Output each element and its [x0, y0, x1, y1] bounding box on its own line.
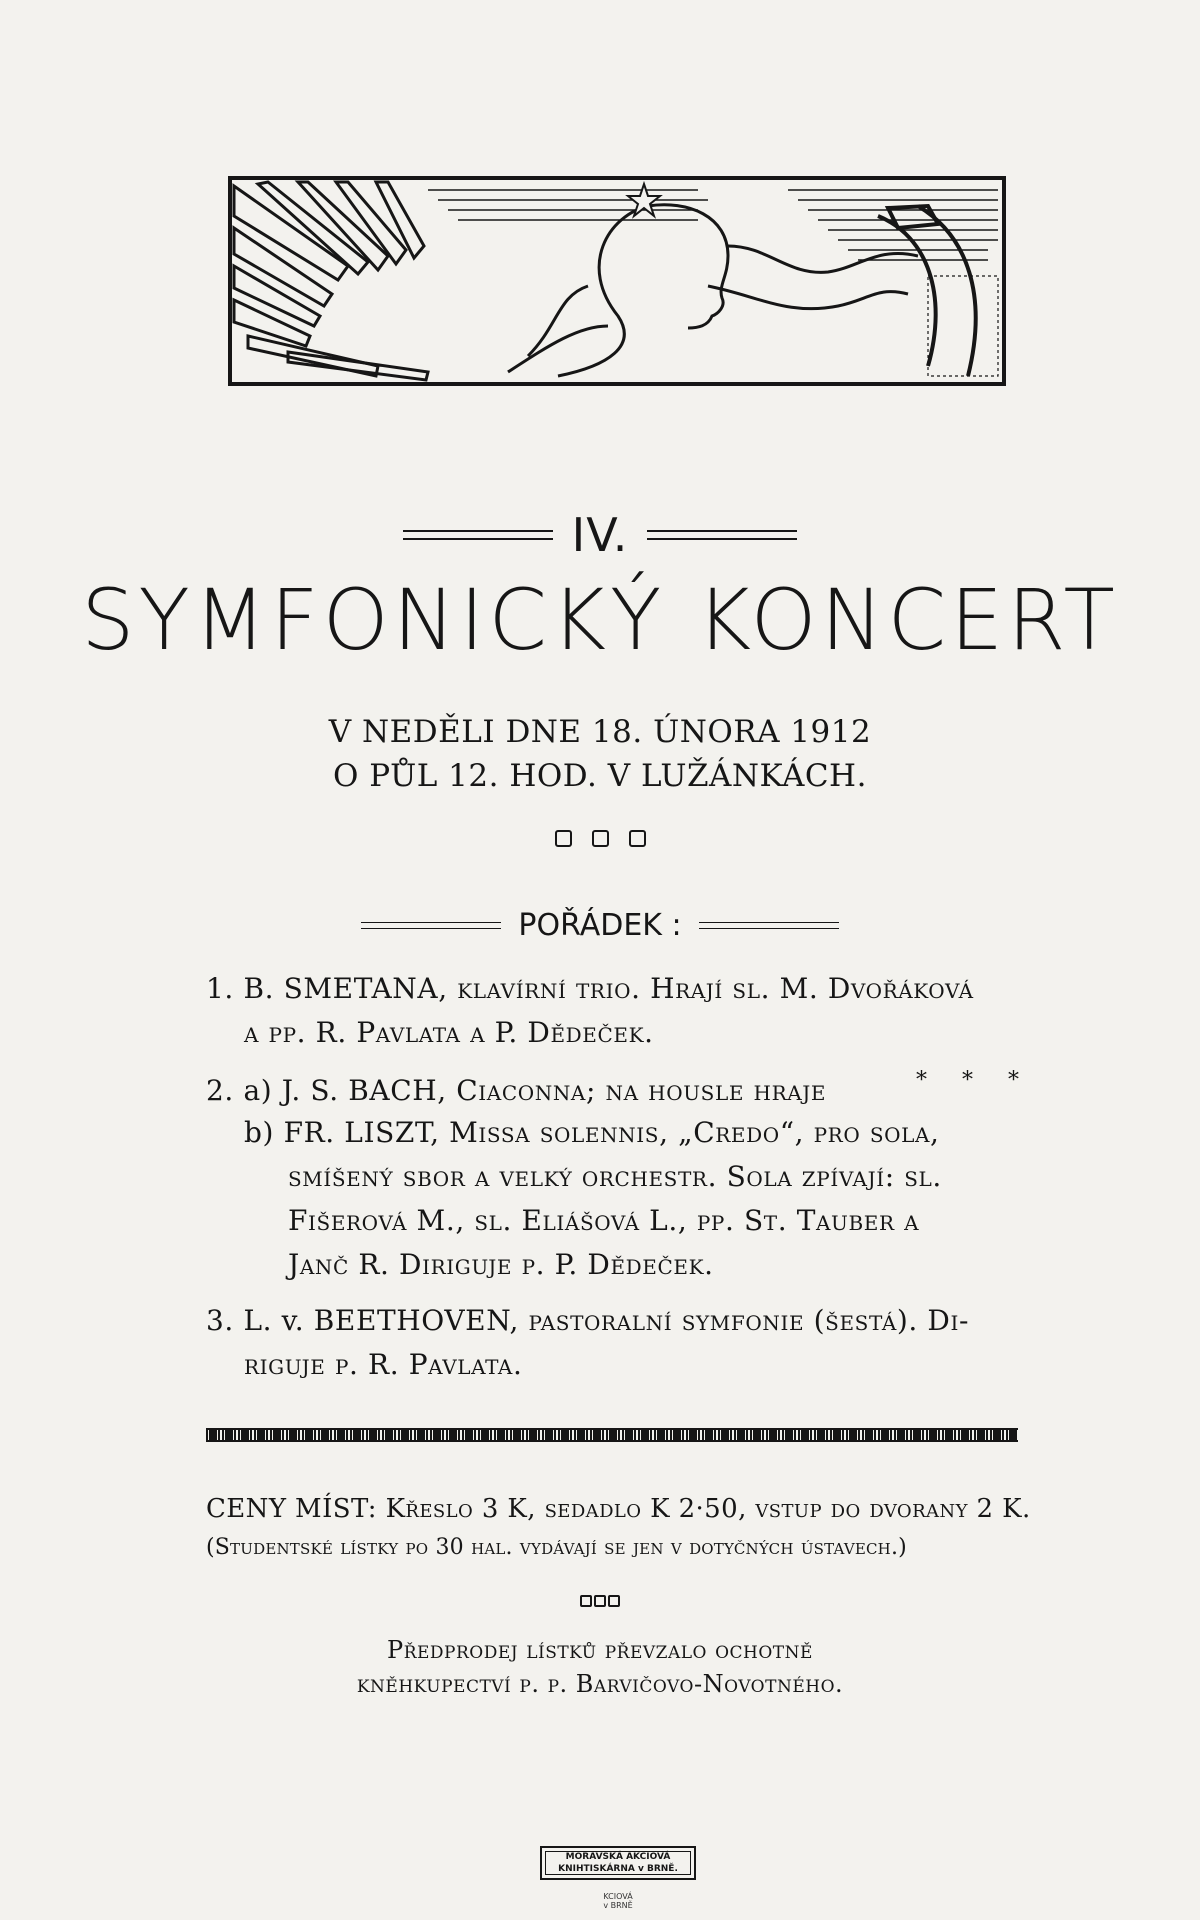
program-item-1-line2: a pp. R. Pavlata a P. Dědeček.	[244, 1016, 654, 1049]
work-description: pastoralní symfonie (šestá). Di-	[519, 1304, 970, 1337]
program-item-3-line2: riguje p. R. Pavlata.	[244, 1348, 523, 1381]
work-description: klavírní trio. Hrají sl. M. Dvořáková	[447, 972, 974, 1005]
date-line: V NEDĚLI DNE 18. ÚNORA 1912	[328, 714, 872, 750]
stamp-line2: v BRNĚ	[603, 1901, 633, 1910]
printer-small-stamp	[582, 1892, 654, 1910]
presale-line2: kněhkupectví p. p. Barvičovo-Novotného.	[356, 1670, 844, 1698]
program-item-2b-line2: smíšený sbor a velký orchestr. Sola zpívají: sl.	[288, 1160, 942, 1193]
square-ornament-icon	[580, 1595, 592, 1607]
imprint-border	[545, 1851, 691, 1875]
program-heading: POŘÁDEK :	[518, 908, 682, 943]
program-item-1-line1	[206, 972, 974, 1005]
program-item-2b-line3: Fišerová M., sl. Eliášová L., pp. St. Tauber a	[288, 1204, 920, 1237]
sub-item-label: a)	[243, 1074, 273, 1107]
printer-name-line1: MORAVSKÁ AKCIOVÁ	[565, 1852, 671, 1862]
double-rule-left	[361, 922, 501, 929]
composer-name: J. S. BACH,	[281, 1074, 447, 1107]
printer-name-line2: KNIHTISKÁRNA v BRNĚ.	[558, 1864, 678, 1874]
program-item-2b-line4: Janč R. Diriguje p. P. Dědeček.	[288, 1248, 714, 1281]
program-item-3-line1	[206, 1304, 969, 1337]
item-number: 3.	[206, 1304, 234, 1337]
item-number: 1.	[206, 972, 234, 1005]
square-ornament-icon	[608, 1595, 620, 1607]
small-ornament-boxes	[0, 1592, 1200, 1611]
double-rule-right	[699, 922, 839, 929]
work-description: Ciaconna; na housle hraje	[446, 1074, 827, 1107]
square-ornament-icon	[629, 830, 646, 847]
ornamental-divider	[206, 1428, 1018, 1442]
page-title: SYMFONICKÝ KONCERT	[81, 571, 1119, 669]
program-heading-row	[0, 908, 1200, 943]
performer-stars: * * *	[916, 1068, 1033, 1093]
double-rule-right	[647, 530, 797, 540]
printer-imprint	[540, 1846, 696, 1880]
square-ornament-icon	[594, 1595, 606, 1607]
presale-line1: Předprodej lístků převzalo ochotně	[387, 1636, 813, 1664]
square-ornament-icon	[555, 830, 572, 847]
stamp-line1: KCIOVÁ	[603, 1892, 633, 1901]
ornament-boxes	[0, 830, 1200, 851]
program-item-2b-line1	[244, 1116, 940, 1149]
ornamental-header-illustration	[228, 176, 1006, 386]
ticket-prices: CENY MÍST: Křeslo 3 K, sedadlo K 2·50, vstup do dvorany 2 K.	[206, 1494, 1031, 1524]
student-tickets-note: (Studentské lístky po 30 hal. vydávají se jen v dotyčných ústavech.)	[206, 1535, 907, 1560]
item-number: 2.	[206, 1074, 234, 1107]
composer-name: B. SMETANA,	[243, 972, 448, 1005]
work-description: Missa solennis, „Credo“, pro sola,	[439, 1116, 940, 1149]
program-item-2a	[206, 1074, 826, 1107]
composer-name: L. v. BEETHOVEN,	[243, 1304, 520, 1337]
time-venue-line: O PŮL 12. HOD. V LUŽÁNKÁCH.	[333, 758, 867, 794]
square-ornament-icon	[592, 830, 609, 847]
concert-number: IV.	[571, 508, 629, 562]
sub-item-label: b)	[244, 1116, 275, 1149]
composer-name: FR. LISZT,	[283, 1116, 440, 1149]
concert-number-row	[0, 508, 1200, 562]
double-rule-left	[403, 530, 553, 540]
